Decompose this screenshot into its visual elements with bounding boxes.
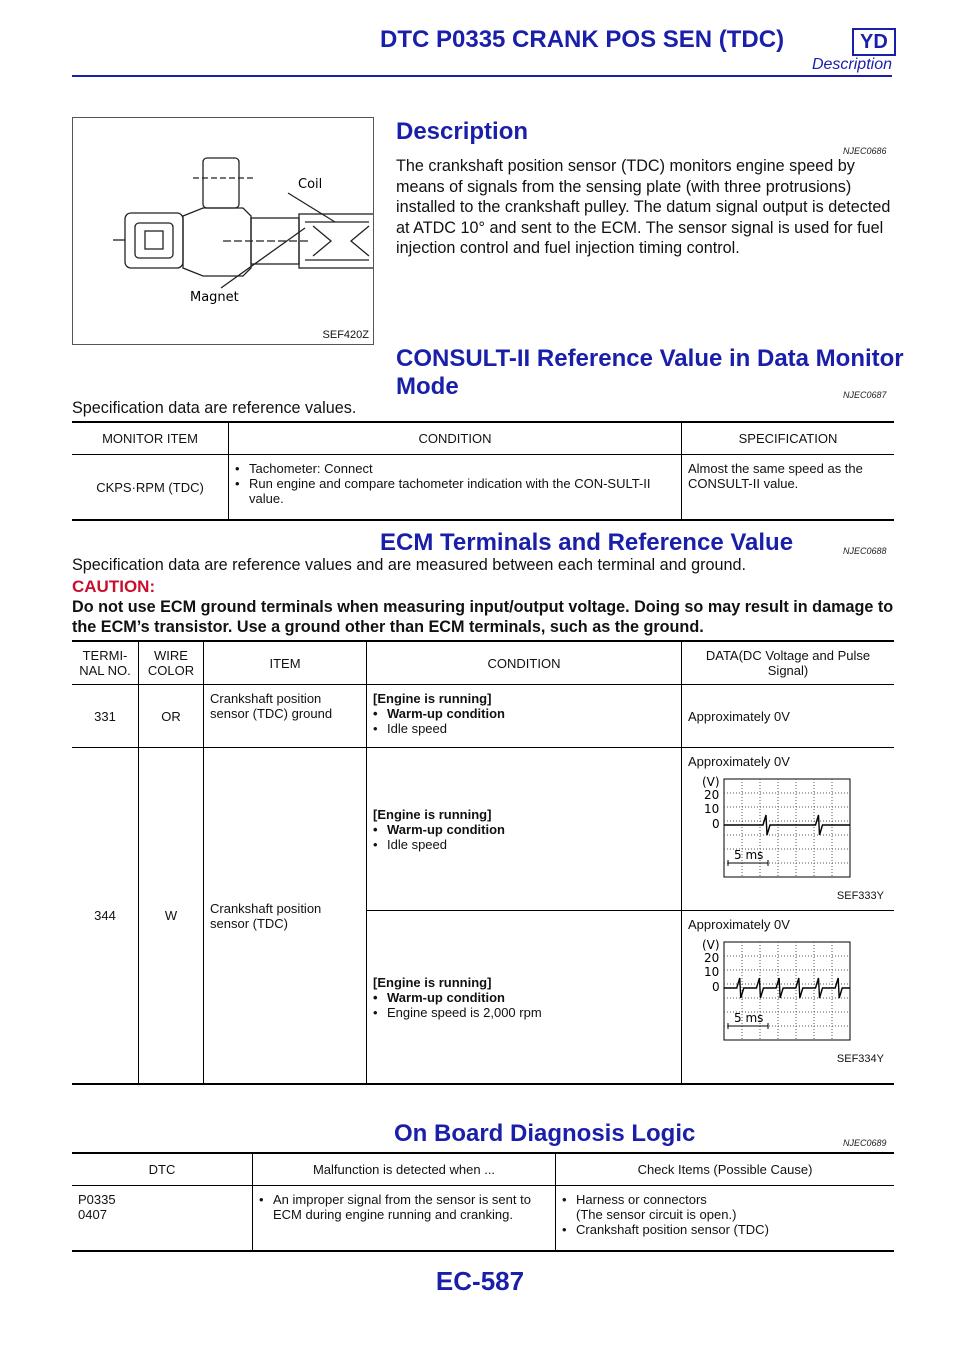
condition-bullet: • Tachometer: Connect xyxy=(235,461,675,476)
oscilloscope-figure xyxy=(688,775,888,902)
consult-heading-line1: CONSULT-II Reference Value in Data Monitor xyxy=(396,345,904,372)
check-bullet: • Crankshaft position sensor (TDC) xyxy=(562,1222,888,1237)
consult-heading-line2: Mode xyxy=(396,373,459,400)
scope-tick-10: 10 xyxy=(704,965,720,979)
col-condition: CONDITION xyxy=(229,422,682,455)
condition-bullet: • Warm-up condition xyxy=(373,990,675,1005)
condition-bullet: • Idle speed xyxy=(373,721,675,736)
scope-tick-10: 10 xyxy=(704,802,720,816)
obd-heading: On Board Diagnosis Logic xyxy=(394,1120,696,1147)
obd-table xyxy=(72,1152,894,1252)
terminal-cell: 344 xyxy=(72,748,139,1085)
caution-text: Do not use ECM ground terminals when measuring input/output voltage. Doing so may result in damage to the ECM’s transistor. Use a ground other than ECM terminals, such as the ground. xyxy=(72,598,894,636)
condition-bullet: • Warm-up condition xyxy=(373,706,675,721)
ecm-note: Specification data are reference values and are measured between each terminal and ground. xyxy=(72,556,747,574)
malfunction-cell xyxy=(253,1186,556,1252)
consult-code: NJEC0687 xyxy=(843,390,887,400)
magnet-label: Magnet xyxy=(190,290,239,305)
item-cell: Crankshaft position sensor (TDC) xyxy=(204,748,367,1085)
oscilloscope-figure xyxy=(688,938,888,1065)
condition-bullet: • Warm-up condition xyxy=(373,822,675,837)
wire-color-cell: OR xyxy=(139,685,204,748)
col-item: ITEM xyxy=(204,641,367,685)
col-wire-color: WIRE COLOR xyxy=(139,641,204,685)
condition-head: [Engine is running] xyxy=(373,806,492,822)
table-row xyxy=(72,1186,894,1252)
item-cell: Crankshaft position sensor (TDC) ground xyxy=(204,685,367,748)
table-row xyxy=(72,455,894,521)
figure-code: SEF333Y xyxy=(836,890,884,902)
condition-cell xyxy=(367,685,682,748)
col-dtc: DTC xyxy=(72,1153,253,1186)
scope-time-label: 5 ms xyxy=(734,1011,764,1025)
obd-code: NJEC0689 xyxy=(843,1138,887,1148)
col-condition: CONDITION xyxy=(367,641,682,685)
scope-waveform-idle xyxy=(688,775,878,887)
consult-heading xyxy=(396,345,904,401)
coil-label: Coil xyxy=(298,177,323,192)
wire-color-cell: W xyxy=(139,748,204,1085)
dtc-code: 0407 xyxy=(78,1207,107,1222)
scope-waveform-2000rpm xyxy=(688,938,878,1050)
scope-tick-0: 0 xyxy=(712,980,720,994)
dtc-code: P0335 xyxy=(78,1192,116,1207)
scope-time-label: 5 ms xyxy=(734,848,764,862)
col-terminal: TERMI-NAL NO. xyxy=(72,641,139,685)
check-items-cell xyxy=(556,1186,895,1252)
check-bullet: • Harness or connectors xyxy=(562,1192,888,1207)
description-heading: Description xyxy=(396,118,529,145)
ecm-terminal-table xyxy=(72,640,894,1085)
consult-table xyxy=(72,421,894,521)
condition-bullet: • Engine speed is 2,000 rpm xyxy=(373,1005,675,1020)
engine-badge: YD xyxy=(852,28,896,56)
data-value: Approximately 0V xyxy=(688,917,790,932)
caution-heading: CAUTION: xyxy=(72,577,156,596)
condition-head: [Engine is running] xyxy=(373,974,492,990)
check-note: (The sensor circuit is open.) xyxy=(576,1207,737,1222)
col-monitor-item: MONITOR ITEM xyxy=(72,422,229,455)
condition-head: [Engine is running] xyxy=(373,691,492,706)
consult-note: Specification data are reference values. xyxy=(72,399,357,417)
monitor-item-cell: CKPS·RPM (TDC) xyxy=(72,455,229,521)
page-number: EC-587 xyxy=(435,1266,525,1296)
table-row xyxy=(72,685,894,748)
dtc-cell xyxy=(72,1186,253,1252)
col-data: DATA(DC Voltage and Pulse Signal) xyxy=(705,648,871,678)
scope-tick-20: 20 xyxy=(704,951,720,965)
condition-cell xyxy=(229,455,682,521)
data-cell: Approximately 0V xyxy=(688,708,790,724)
page-header-subtitle: Description xyxy=(811,56,892,73)
scope-waveform xyxy=(724,978,850,998)
col-malfunction: Malfunction is detected when ... xyxy=(253,1153,556,1186)
table-header-row xyxy=(72,422,894,455)
condition-cell xyxy=(367,748,682,911)
description-text: The crankshaft position sensor (TDC) monitors engine speed by means of signals from the sensing plate (with three protrusions) installed to the crankshaft pulley. The datum signal output is detected at ATDC 10° and sent to the ECM. The sensor signal is used for fuel injection control and fuel injection timing control. xyxy=(396,157,891,258)
figure-code: SEF420Z xyxy=(322,329,369,341)
scope-unit: (V) xyxy=(702,938,720,952)
data-cell xyxy=(682,748,895,911)
condition-bullet: • Idle speed xyxy=(373,837,675,852)
scope-tick-0: 0 xyxy=(712,817,720,831)
col-check-items: Check Items (Possible Cause) xyxy=(637,1162,813,1177)
scope-grid xyxy=(724,779,850,877)
table-header-row xyxy=(72,641,894,685)
data-value: Approximately 0V xyxy=(688,754,790,769)
sensor-drawing xyxy=(73,118,373,328)
page-header-title: DTC P0335 CRANK POS SEN (TDC) xyxy=(380,26,785,53)
header-rule xyxy=(72,75,892,77)
specification-cell: Almost the same speed as the CONSULT-II value. xyxy=(688,461,863,491)
scope-waveform xyxy=(724,815,850,835)
description-code: NJEC0686 xyxy=(843,146,887,156)
data-cell xyxy=(682,911,895,1085)
sensor-figure xyxy=(72,117,374,345)
scope-tick-20: 20 xyxy=(704,788,720,802)
ecm-code: NJEC0688 xyxy=(843,546,887,556)
condition-bullet: • Run engine and compare tachometer indication with the CON-SULT-II value. xyxy=(235,476,675,506)
scope-unit: (V) xyxy=(702,775,720,789)
malfunction-bullet: • An improper signal from the sensor is sent to ECM during engine running and cranking. xyxy=(259,1192,549,1222)
condition-cell xyxy=(367,911,682,1085)
terminal-cell: 331 xyxy=(72,685,139,748)
table-row xyxy=(72,748,894,911)
col-specification: SPECIFICATION xyxy=(738,431,838,446)
figure-code: SEF334Y xyxy=(836,1053,884,1065)
ecm-heading: ECM Terminals and Reference Value xyxy=(380,529,794,556)
table-header-row xyxy=(72,1153,894,1186)
